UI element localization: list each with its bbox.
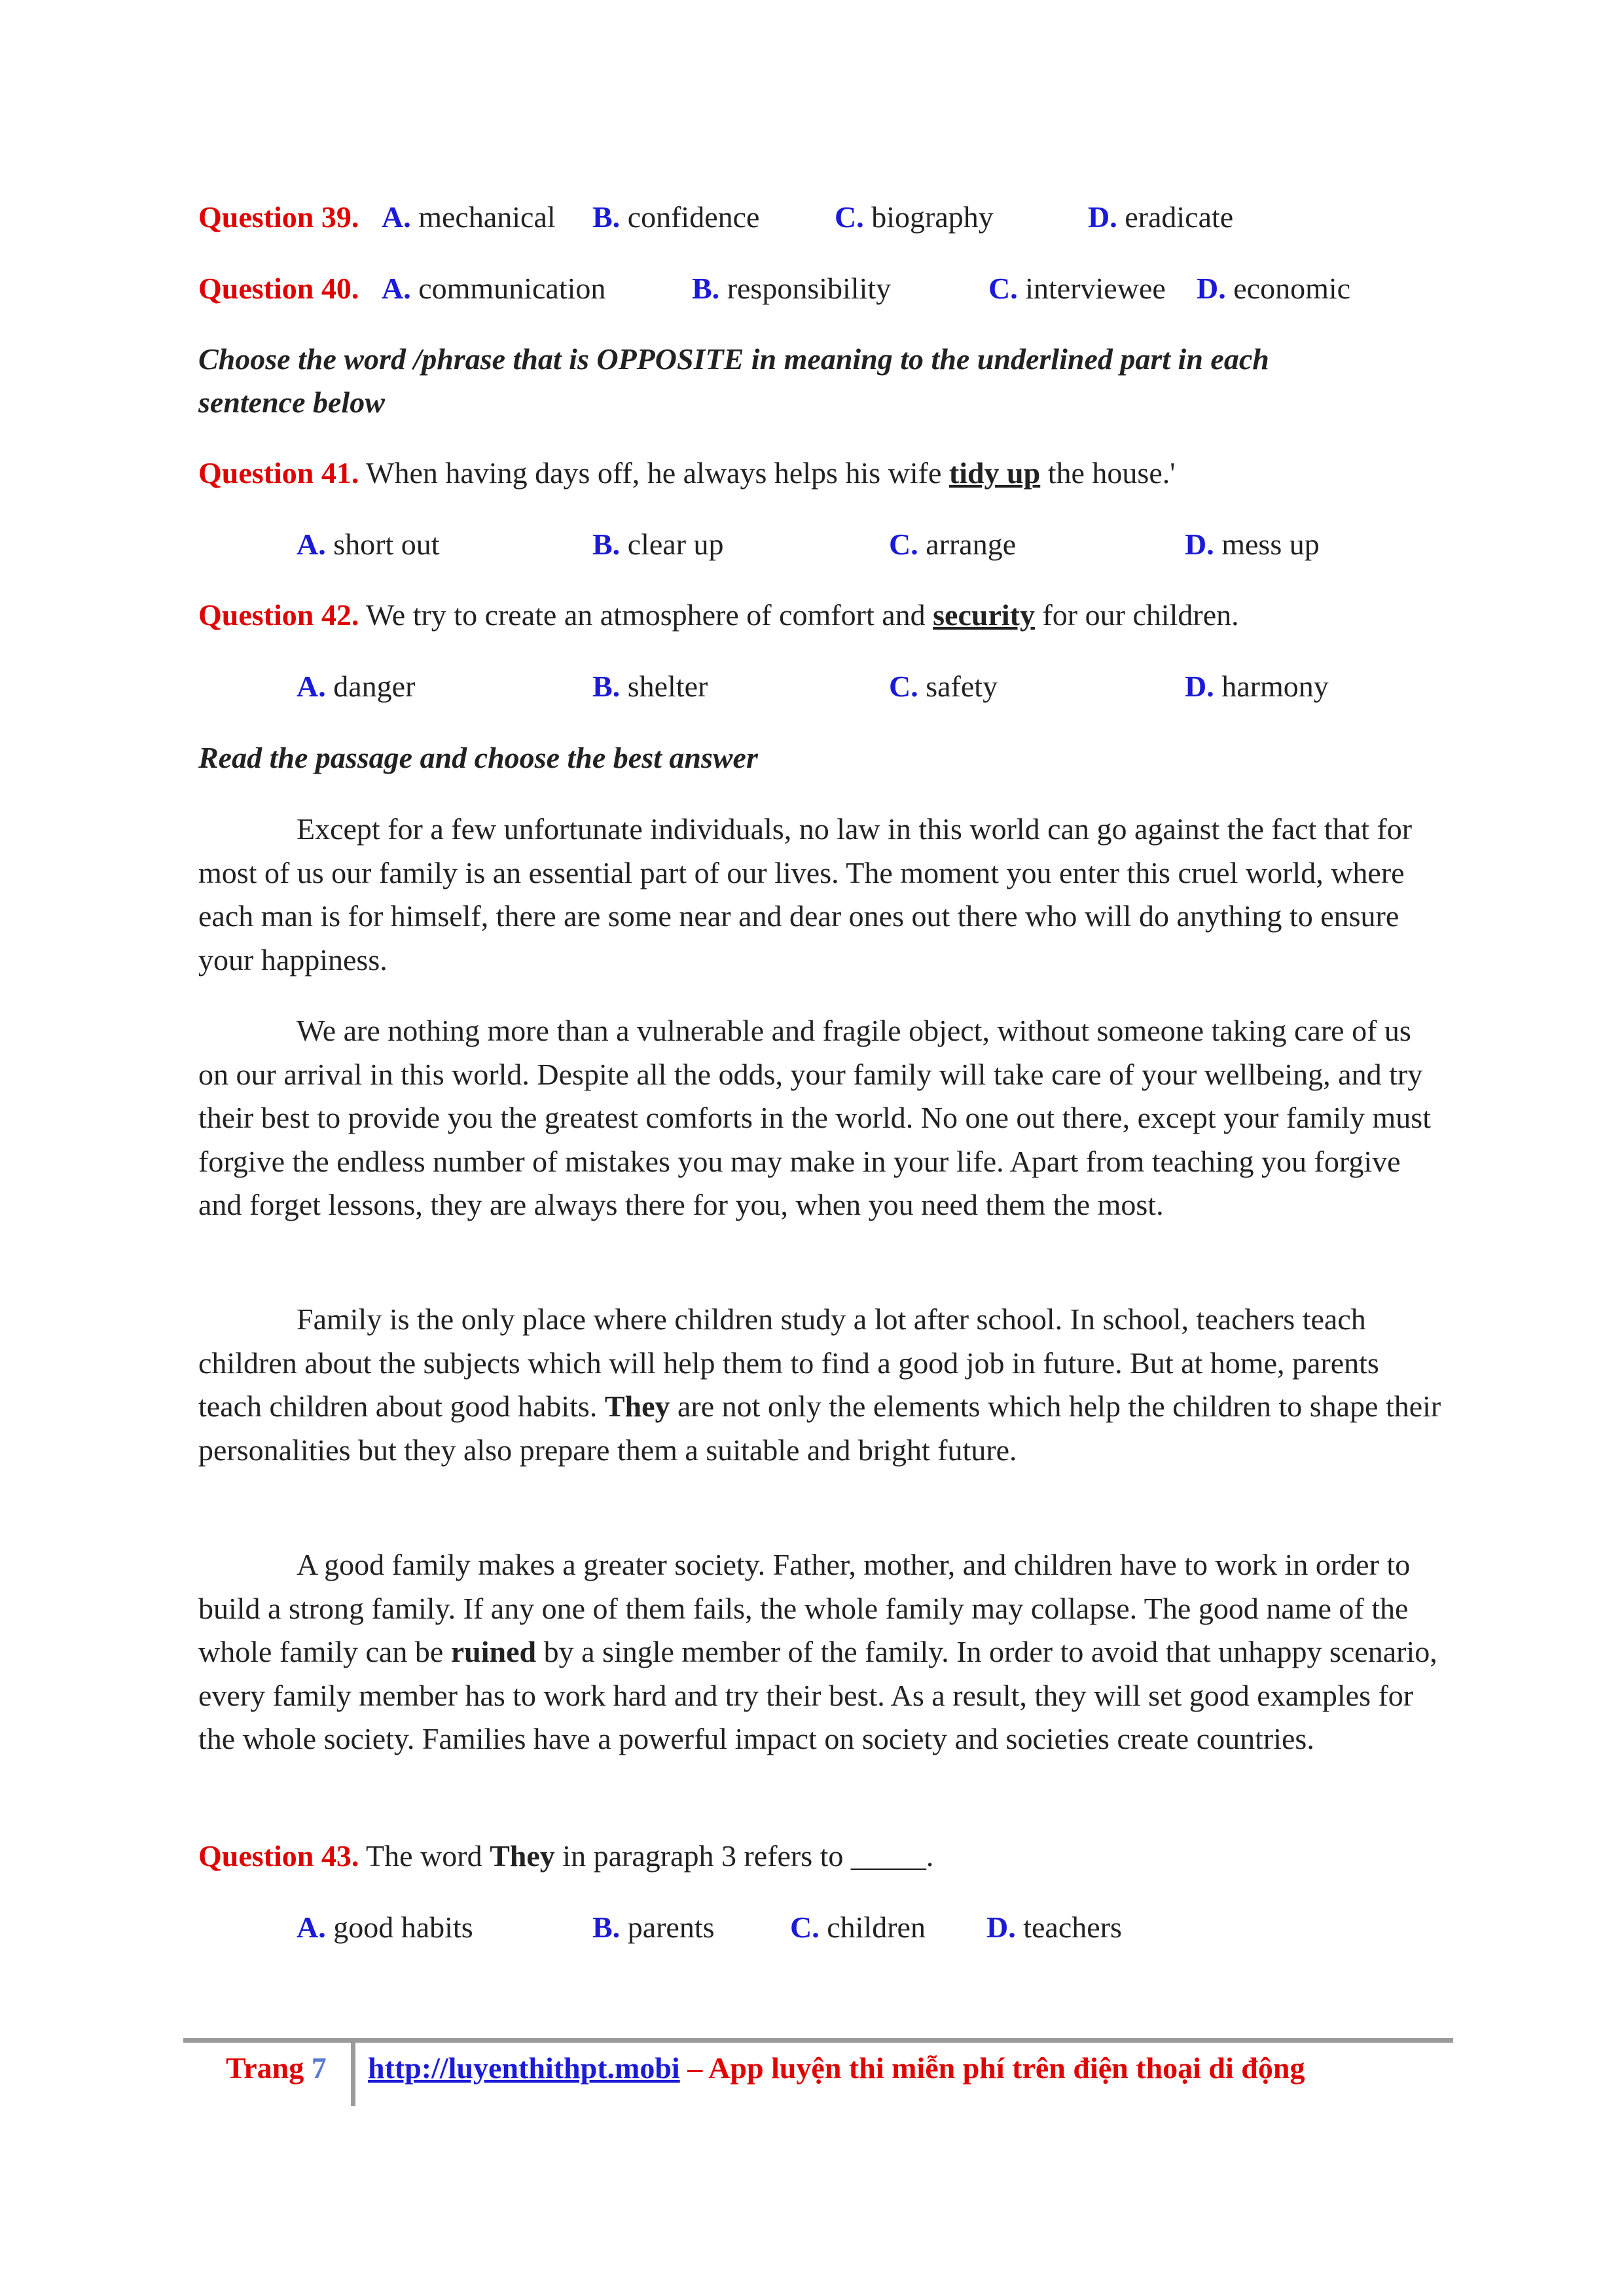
passage-paragraph-1: Except for a few unfortunate individuals, no law in this world can go against the fact that for most of us our family is an essential part of our lives. The moment you enter this cruel world, where each man is for himself, there are some near and dear ones out there who will do anything to ensure your happiness. <box>198 812 1413 977</box>
q42-option-a[interactable]: A. danger <box>297 670 416 703</box>
q42-option-b[interactable]: B. shelter <box>592 670 708 703</box>
section-heading-opposite: Choose the word /phrase that is OPPOSITE in meaning to the underlined part in each <box>198 342 1269 376</box>
q39-option-a[interactable]: A. mechanical <box>382 200 556 234</box>
q41-option-b[interactable]: B. clear up <box>592 528 724 561</box>
highlighted-word: They <box>604 1390 670 1423</box>
footer-divider <box>183 2038 1453 2043</box>
q43-option-b[interactable]: B. parents <box>592 1910 715 1944</box>
page-number: Trang 7 <box>226 2051 327 2085</box>
q40-option-b[interactable]: B. responsibility <box>692 272 892 305</box>
q42-option-d[interactable]: D. harmony <box>1185 670 1329 703</box>
underlined-phrase: security <box>933 598 1035 632</box>
q43-option-d[interactable]: D. teachers <box>986 1910 1122 1944</box>
q41-option-a[interactable]: A. short out <box>297 528 440 561</box>
footer-tagline: – App luyện thi miễn phí trên điện thoại di động <box>687 2051 1305 2085</box>
question-text-end: in paragraph 3 refers to _____. <box>562 1839 934 1873</box>
highlighted-word: ruined <box>450 1635 537 1668</box>
question-text: We try to create an atmosphere of comfort and <box>366 598 926 632</box>
q39-option-c[interactable]: C. biography <box>835 200 994 234</box>
q43-option-a[interactable]: A. good habits <box>297 1910 473 1944</box>
q39-option-b[interactable]: B. confidence <box>592 200 760 234</box>
passage-paragraph-2: We are nothing more than a vulnerable and fragile object, without someone taking care of us on our arrival in this world. Despite all the odds, your family will take care of your wellbeing, and try their best to provide you the greatest comforts in the world. No one out there, except your family must forgive the endless number of mistakes you may make in your life. Apart from teaching you forgive and forget lessons, they are always there for you, when you need them the most. <box>198 1014 1431 1221</box>
question-39 <box>198 198 359 237</box>
question-text: When having days off, he always helps his wife <box>366 456 942 490</box>
question-41 <box>198 454 1176 493</box>
question-label: Question 40. <box>198 272 359 305</box>
question-43 <box>198 1837 933 1876</box>
question-42 <box>198 596 1239 635</box>
q40-option-d[interactable]: D. economic <box>1197 272 1351 305</box>
footer-note <box>368 2049 1305 2088</box>
question-label: Question 39. <box>198 200 359 234</box>
passage-paragraph-4: A good family makes a greater society. Father, mother, and children have to work in order to build a strong family. If any one of them fails, the whole family may collapse. The good name of the whole family can be ruined by a single member of the family. In order to avoid that unhappy scenario, every family member has to work hard and try their best. As a result, they will set good examples for the whole society. Families have a powerful impact on society and societies create countries. <box>198 1548 1437 1755</box>
question-label: Question 41. <box>198 456 359 490</box>
footer-link[interactable]: http://luyenthithpt.mobi <box>368 2051 680 2085</box>
question-label: Question 43. <box>198 1839 359 1873</box>
question-text-end: for our children. <box>1042 598 1239 632</box>
q42-option-c[interactable]: C. safety <box>889 670 998 703</box>
q41-option-d[interactable]: D. mess up <box>1185 528 1320 561</box>
section-heading-passage: Read the passage and choose the best answer <box>198 741 758 774</box>
question-text: The word <box>366 1839 482 1873</box>
q41-option-c[interactable]: C. arrange <box>889 528 1017 561</box>
q40-option-a[interactable]: A. communication <box>382 272 606 305</box>
footer-separator <box>351 2041 355 2106</box>
highlighted-word: They <box>490 1839 555 1873</box>
question-text-end: the house.' <box>1047 456 1176 490</box>
question-40 <box>198 269 359 308</box>
q43-option-c[interactable]: C. children <box>790 1910 926 1944</box>
q39-option-d[interactable]: D. eradicate <box>1088 200 1234 234</box>
q40-option-c[interactable]: C. interviewee <box>988 272 1166 305</box>
question-label: Question 42. <box>198 598 359 632</box>
underlined-phrase: tidy up <box>948 456 1041 490</box>
passage-paragraph-3: Family is the only place where children study a lot after school. In school, teachers teach children about the subjects which will help them to find a good job in future. But at home, parents teach children about good habits. They are not only the elements which help the children to shape their personalities but they also prepare them a suitable and bright future. <box>198 1302 1441 1467</box>
section-heading-opposite-cont: sentence below <box>198 386 385 419</box>
